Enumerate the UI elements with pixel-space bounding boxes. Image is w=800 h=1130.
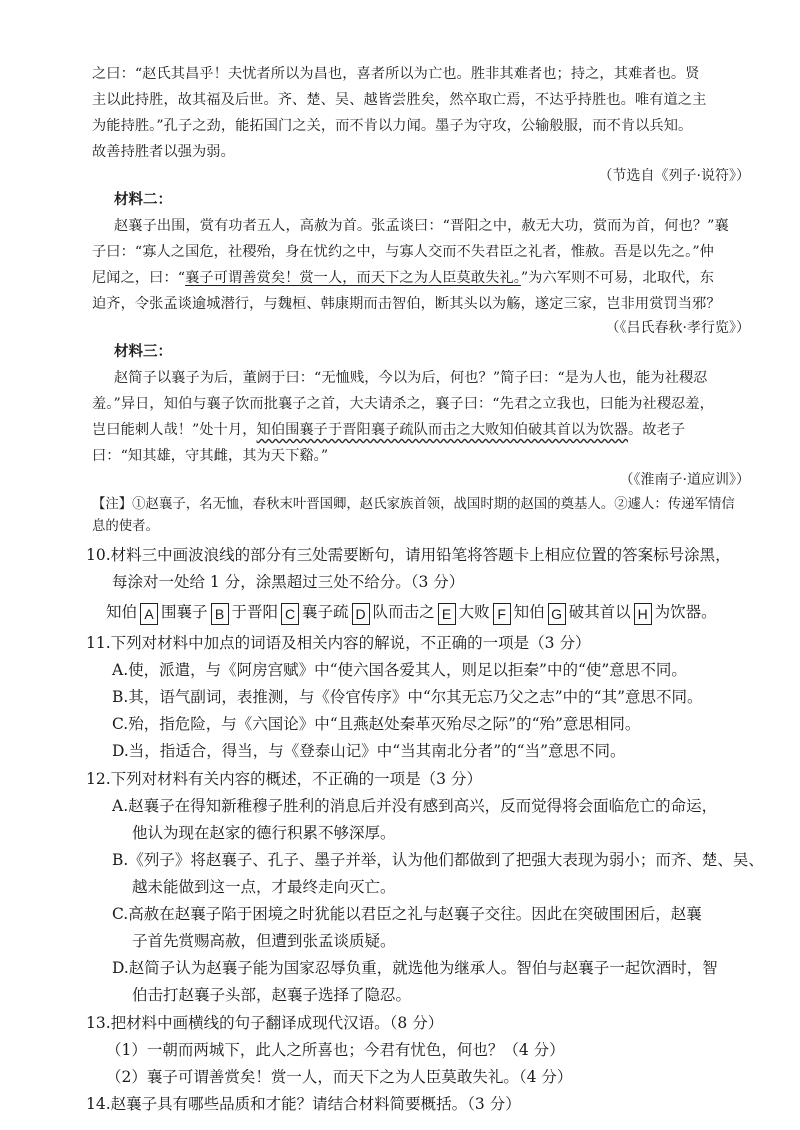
q10-option-h-box[interactable]: H [634,603,652,625]
material3-wavy-passage: 知伯围襄子于晋阳襄子疏队而击之大败知伯破其首以为饮器 [256,422,629,438]
material2-line-2: 子曰：“寡人之国危，社稷殆，身在忧约之中，与寡人交而不失君臣之礼者，惟赦。吾是以先之。”仲 [92,244,714,260]
q10-option-a-box[interactable]: A [140,603,158,625]
material2-line-3-pre: 尼闻之，曰：“ [92,270,186,286]
material1-line-3: 为能持胜。”孔子之劲，能拓国门之关，而不肯以力闻。墨子为守攻，公输般服，而不肯以兵知。 [92,118,693,134]
q10-segment: 为饮器。 [654,603,717,621]
q12-option-d-line-1: D.赵简子认为赵襄子能为国家忍辱负重，就选他为继承人。智伯与赵襄子一起饮酒时，智 [112,959,718,977]
material3-source: （《淮南子·道应训》） [619,472,750,488]
q10-option-b-box[interactable]: B [211,603,229,625]
q12-option-a-line-1: A.赵襄子在得知新稚穆子胜利的消息后并没有感到高兴，反而觉得将会面临危亡的命运， [112,797,718,815]
q10-option-c-box[interactable]: C [281,603,299,625]
material1-line-2: 主以此持胜，故其福及后世。齐、楚、吴、越皆尝胜矣，然卒取亡焉，不达乎持胜也。唯有道之主 [92,92,707,108]
material2-line-3-post: ”为六军则不可易，北取代，东 [520,270,714,286]
q10-option-g-box[interactable]: G [548,603,566,625]
material3-line-3 [92,418,685,442]
material3-line-3-post: 。故老子 [628,422,686,438]
q14-stem: 14.赵襄子具有哪些品质和才能？请结合材料简要概括。（3 分） [86,1095,521,1113]
material1-line-4: 故善持胜者以强为弱。 [92,144,235,160]
q11-option-a: A.使，派遣，与《阿房宫赋》中“使六国各爱其人，则足以拒秦”中的“使”意思不同。 [112,661,687,679]
q10-option-f-box[interactable]: F [493,603,511,625]
q10-option-e-box[interactable]: E [438,603,456,625]
q10-segment: 围襄子 [161,603,208,621]
q11-option-c: C.殆，指危险，与《六国论》中“且燕赵处秦革灭殆尽之际”的“殆”意思相同。 [112,715,641,733]
material2-line-4: 迫齐，令张孟谈逾城潜行，与魏桓、韩康期而击智伯，断其头以为觞，遂定三家，岂非用赏罚当邪？ [92,296,721,312]
q10-segment: 于晋阳 [231,603,279,621]
q10-stem-line-2: 每涂对一处给 1 分，涂黑超过三处不给分。（3 分） [112,573,465,591]
material3-line-4: 曰：“知其雄，守其雌，其为天下谿。” [92,448,329,464]
q10-segment: 队而击之 [372,603,435,621]
q10-segment: 知伯 [106,603,138,621]
q11-option-b: B.其，语气副词，表推测，与《伶官传序》中“尔其无忘乃父之志”中的“其”意思不同。 [112,688,703,706]
material2-heading: 材料二： [114,191,172,208]
q10-segmented-passage [106,599,717,625]
q13-part-1: （1）一朝而两城下，此人之所喜也；今君有忧色，何也？（4 分） [106,1041,565,1059]
material3-line-3-pre: 岂曰能刺人哉！”处十月， [92,422,257,438]
material2-line-3 [92,266,714,290]
q12-option-a-line-2: 他认为现在赵家的德行积累不够深厚。 [132,824,396,842]
q11-stem: 11.下列对材料中加点的词语及相关内容的解说，不正确的一项是（3 分） [86,634,591,652]
q10-option-d-box[interactable]: D [352,603,370,625]
material1-line-1: 之曰：“赵氏其昌乎！夫忧者所以为昌也，喜者所以为亡也。胜非其难者也；持之，其难者也。贤 [92,66,700,82]
material2-underlined-sentence: 襄子可谓善赏矣！赏一人，而天下之为人臣莫敢失礼。 [185,270,521,286]
note-line-1: 【注】①赵襄子，名无恤，春秋末叶晋国卿，赵氏家族首领，战国时期的赵国的奠基人。②遽人：传递军情信 [92,497,735,512]
material2-line-1: 赵襄子出围，赏有功者五人，高赦为首。张孟谈曰：“晋阳之中，赦无大功，赏而为首，何也？”襄 [114,218,729,234]
q12-option-d-line-2: 伯击打赵襄子头部，赵襄子选择了隐忍。 [132,986,412,1004]
q10-segment: 知伯 [513,603,545,621]
q13-stem: 13.把材料中画横线的句子翻译成现代汉语。（8 分） [86,1014,444,1032]
q12-option-c-line-2: 子首先赏赐高赦，但遭到张孟谈质疑。 [132,932,396,950]
q11-option-d: D.当，指适合，得当，与《登泰山记》中“当其南北分者”的“当”意思不同。 [112,742,626,760]
material3-line-1: 赵简子以襄子为后，董阏于曰：“无恤贱，今以为后，何也？”简子曰：“是为人也，能为社稷忍 [114,370,708,386]
material2-source: （《吕氏春秋·孝行览》） [605,320,750,336]
q12-option-c-line-1: C.高赦在赵襄子陷于困境之时犹能以君臣之礼与赵襄子交往。因此在突破围困后，赵襄 [112,905,702,923]
q12-stem: 12.下列对材料有关内容的概述，不正确的一项是（3 分） [86,770,482,788]
q10-segment: 襄子疏 [302,603,349,621]
q12-option-b-line-2: 越未能做到这一点，才最终走向灭亡。 [132,878,396,896]
q13-part-2: （2）襄子可谓善赏矣！赏一人，而天下之为人臣莫敢失礼。（4 分） [106,1068,573,1086]
material3-heading: 材料三： [114,343,172,360]
material1-source: （节选自《列子·说符》） [598,168,750,184]
q10-stem-line-1: 10.材料三中画波浪线的部分有三处需要断句，请用铅笔将答题卡上相应位置的答案标号涂黑， [86,546,731,564]
q10-segment: 大败 [458,603,490,621]
material3-line-2: 羞。”异日，知伯与襄子饮而批襄子之首，大夫请杀之，襄子曰：“先君之立我也，曰能为社稷忍羞， [92,396,714,412]
q10-segment: 破其首以 [568,603,631,621]
q12-option-b-line-1: B.《列子》将赵襄子、孔子、墨子并举，认为他们都做到了把强大表现为弱小；而齐、楚、吴、 [112,851,764,869]
note-line-2: 息的使者。 [92,519,159,534]
